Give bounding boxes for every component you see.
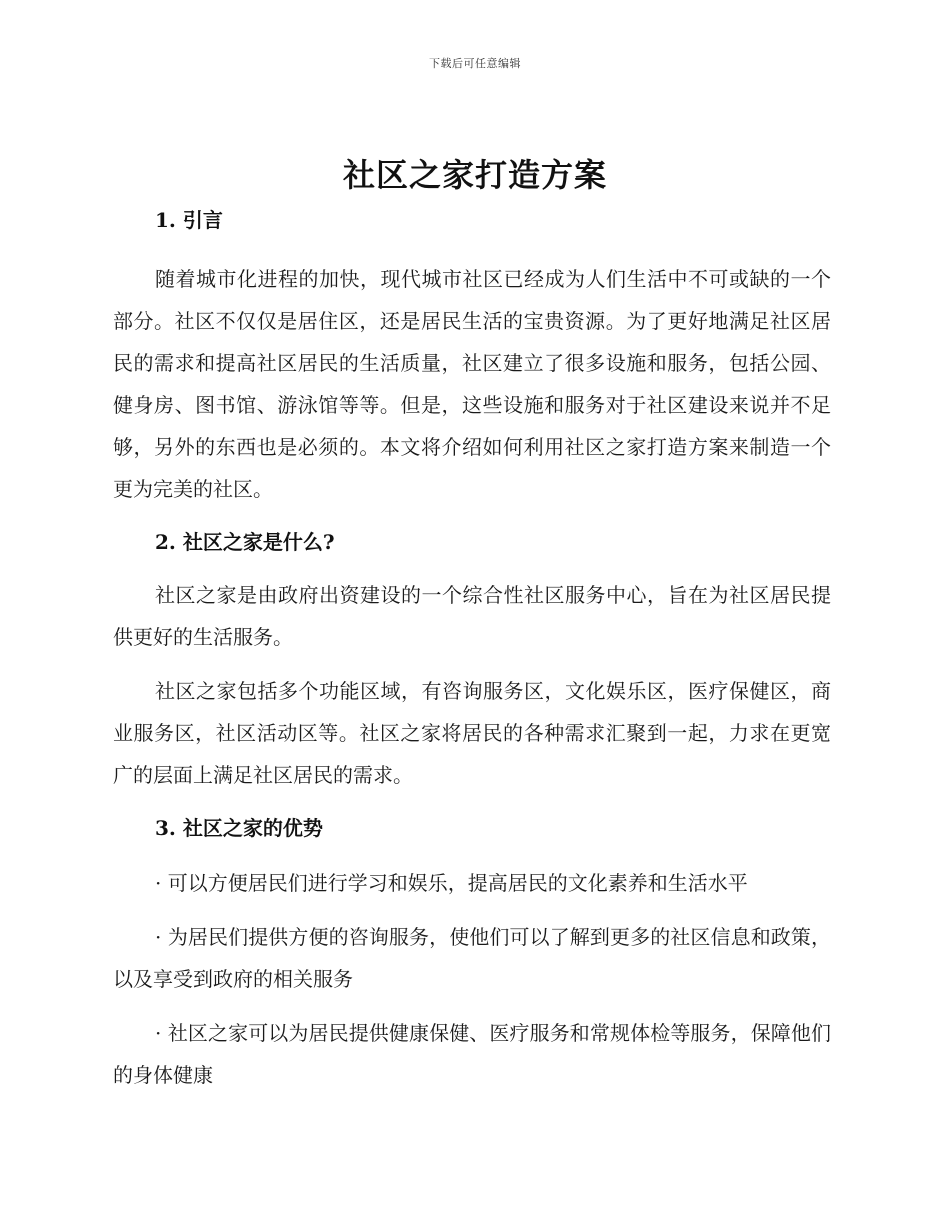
bullet-item: · 可以方便居民们进行学习和娱乐，提高居民的文化素养和生活水平 xyxy=(155,871,748,895)
paragraph-what-is-1: 社区之家是由政府出资建设的一个综合性社区服务中心，旨在为社区居民提供更好的生活服务。 xyxy=(113,583,831,649)
header-note: 下载后可任意编辑 xyxy=(429,57,521,70)
paragraph-introduction: 随着城市化进程的加快，现代城市社区已经成为人们生活中不可或缺的一个部分。社区不仅仅是居住区，还是居民生活的宝贵资源。为了更好地满足社区居民的需求和提高社区居民的生活质量，社区建立了很多设施和服务，包括公园、健身房、图书馆、游泳馆等等。但是，这些设施和服务对于社区建设来说并不足够，另外的东西也是必须的。本文将介绍如何利用社区之家打造方案来制造一个更为完美的社区。 xyxy=(113,267,831,501)
document-title: 社区之家打造方案 xyxy=(342,156,607,194)
paragraph-what-is-2: 社区之家包括多个功能区域，有咨询服务区，文化娱乐区，医疗保健区，商业服务区，社区活动区等。社区之家将居民的各种需求汇聚到一起，力求在更宽广的层面上满足社区居民的需求。 xyxy=(113,679,831,787)
section-heading-advantages: 3. 社区之家的优势 xyxy=(155,816,323,840)
bullet-item: · 社区之家可以为居民提供健康保健、医疗服务和常规体检等服务，保障他们的身体健康 xyxy=(113,1021,831,1087)
section-heading-introduction: 1. 引言 xyxy=(155,208,223,232)
document-body xyxy=(113,202,831,1096)
section-heading-what-is: 2. 社区之家是什么? xyxy=(155,530,335,554)
bullet-item: · 为居民们提供方便的咨询服务，使他们可以了解到更多的社区信息和政策，以及享受到政府的相关服务 xyxy=(113,925,831,991)
